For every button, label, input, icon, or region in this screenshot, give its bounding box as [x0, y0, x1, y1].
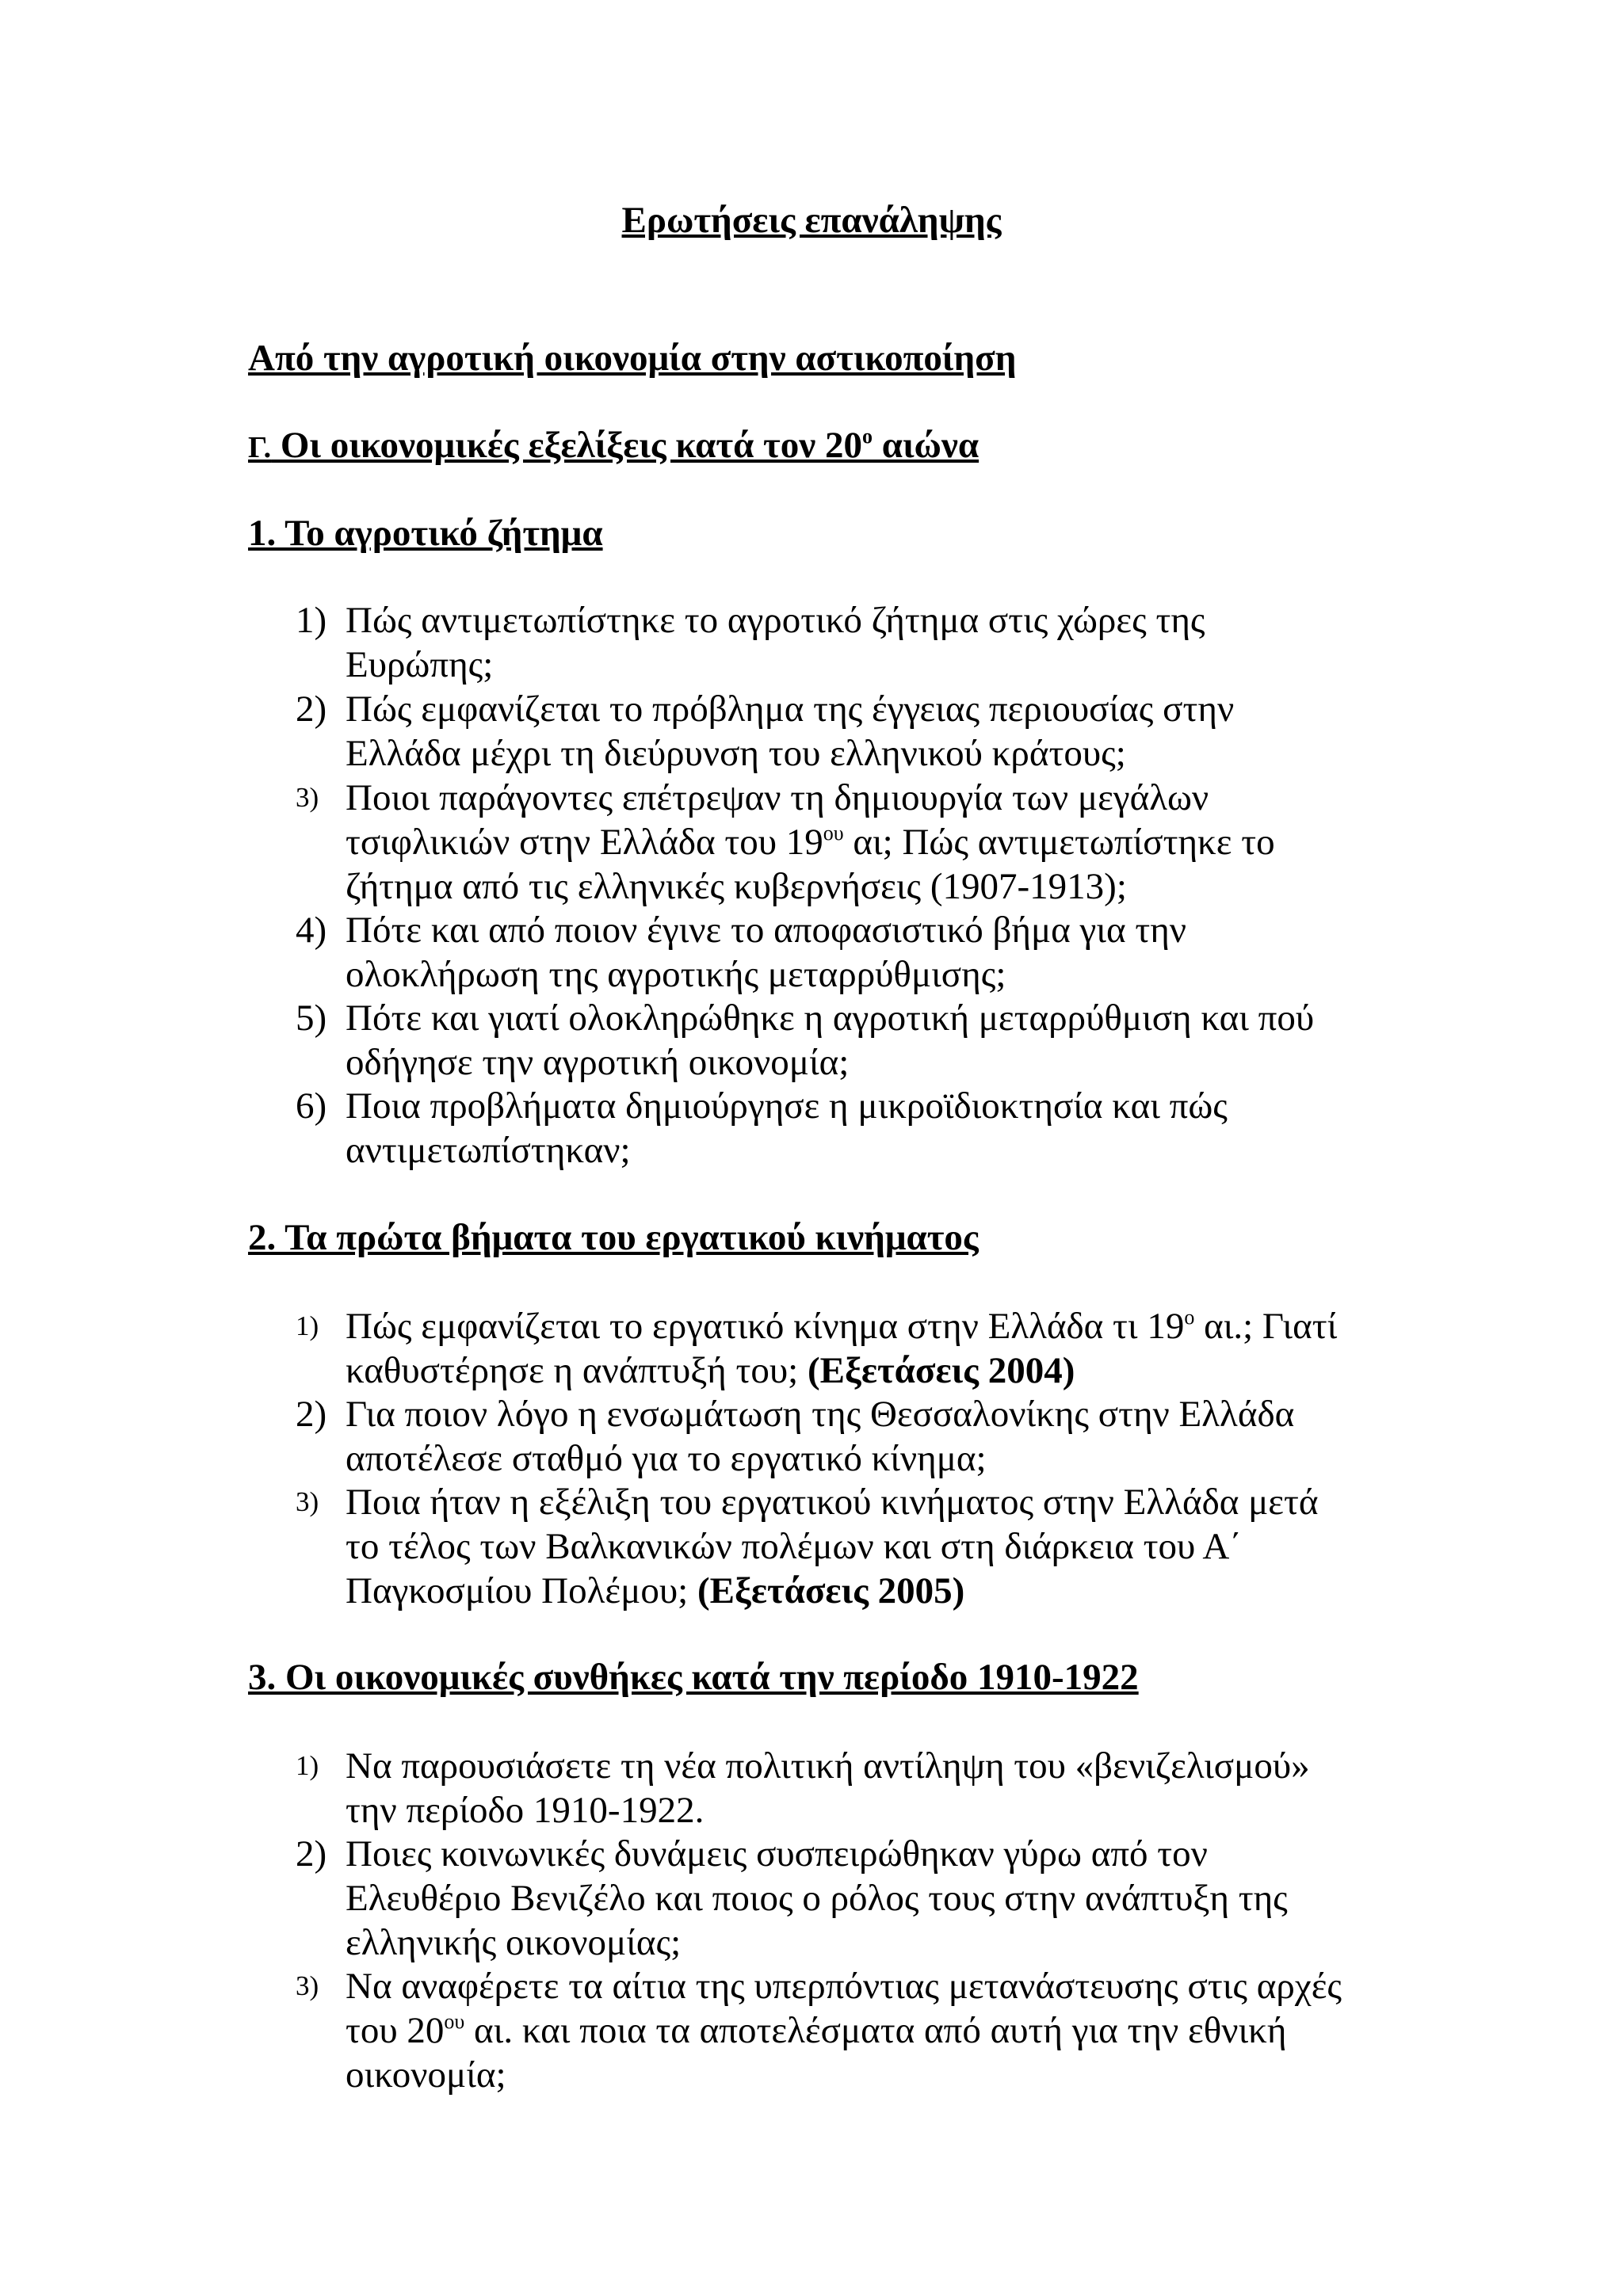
item-number: 3)	[296, 1486, 319, 1517]
chapter-title: Από την αγροτική οικονομία στην αστικοποίηση	[248, 338, 1017, 379]
section-title-prefix: Γ.	[248, 431, 272, 464]
section-title	[248, 423, 979, 470]
item-line: οδήγησε την αγροτική οικονομία;	[346, 1042, 850, 1083]
item-number: 2)	[296, 1394, 327, 1435]
item-line: Πώς εμφανίζεται το πρόβλημα της έγγειας περιουσίας στην	[346, 688, 1235, 730]
item-number: 5)	[296, 997, 327, 1039]
item-text	[346, 776, 1392, 909]
subsection-heading-1: 1. Το αγροτικό ζήτημα	[248, 513, 603, 554]
item-line: του $20^{o\upsilon}$ αι. και ποια τα αποτελέσματα από αυτή για την εθνική	[346, 2010, 1287, 2051]
item-text	[346, 687, 1392, 776]
item-text	[346, 1480, 1392, 1613]
item-line: Να παρουσιάσετε τη νέα πολιτική αντίληψη του «βενιζελισμού»	[346, 1745, 1310, 1787]
page-title: Ερωτήσεις επανάληψης	[621, 200, 1002, 241]
item-number: 1)	[296, 1310, 319, 1341]
item-line: Ποια ήταν η εξέλιξη του εργατικού κινήματος στην Ελλάδα μετά	[346, 1482, 1319, 1523]
item-line: Παγκοσμίου Πολέμου; (Εξετάσεις 2005)	[346, 1570, 965, 1611]
item-line: ελληνικής οικονομίας;	[346, 1922, 682, 1963]
item-number: 3)	[296, 1970, 319, 2001]
subsection-heading-2: 2. Τα πρώτα βήματα του εργατικού κινήματος	[248, 1217, 979, 1258]
item-line: αντιμετωπίστηκαν;	[346, 1130, 631, 1171]
item-text	[346, 1964, 1392, 2097]
item-line: αποτέλεσε σταθμό για το εργατικό κίνημα;	[346, 1438, 987, 1479]
item-line: οικονομία;	[346, 2054, 506, 2096]
item-line: Ποιοι παράγοντες επέτρεψαν τη δημιουργία των μεγάλων	[346, 777, 1209, 818]
subsection-heading-3: 3. Οι οικονομικές συνθήκες κατά την περίοδο 1910-1922	[248, 1657, 1139, 1698]
item-line: ζήτημα από τις ελληνικές κυβερνήσεις (1907-1913);	[346, 866, 1127, 907]
item-text	[346, 996, 1392, 1085]
item-text	[346, 1084, 1392, 1173]
item-line: Ελλάδα μέχρι τη διεύρυνση του ελληνικού κράτους;	[346, 733, 1126, 774]
section-title-text: Οι οικονομικές εξελίξεις κατά τον 20	[271, 425, 862, 466]
item-line: Πότε και από ποιον έγινε το αποφασιστικό βήμα για την	[346, 910, 1187, 951]
item-line: Ελευθέριο Βενιζέλο και ποιος ο ρόλος τους στην ανάπτυξη της	[346, 1878, 1288, 1919]
item-line: Για ποιον λόγο η ενσωμάτωση της Θεσσαλονίκης στην Ελλάδα	[346, 1394, 1295, 1435]
item-number: 2)	[296, 1833, 327, 1875]
item-line: Ευρώπης;	[346, 644, 494, 685]
item-line: την περίοδο 1910-1922.	[346, 1790, 705, 1831]
item-line: Να αναφέρετε τα αίτια της υπερπόντιας μετανάστευσης στις αρχές	[346, 1966, 1342, 2007]
item-line: τσιφλικιών στην Ελλάδα του $19^{o\upsilon}$ αι; Πώς αντιμετωπίστηκε το	[346, 822, 1275, 863]
item-line: ολοκλήρωση της αγροτικής μεταρρύθμισης;	[346, 954, 1006, 995]
item-number: 4)	[296, 910, 327, 951]
item-number: 3)	[296, 782, 319, 813]
item-text	[346, 1832, 1392, 1965]
item-text	[346, 1304, 1392, 1393]
item-number: 2)	[296, 688, 327, 730]
item-line: Ποια προβλήματα δημιούργησε η μικροϊδιοκτησία και πώς	[346, 1085, 1228, 1127]
item-line: Πώς εμφανίζεται το εργατικό κίνημα στην Ελλάδα τι $19^o$ αι.; Γιατί	[346, 1306, 1338, 1347]
section-title-sup: ο	[861, 425, 873, 448]
item-number: 6)	[296, 1085, 327, 1127]
item-line: Ποιες κοινωνικές δυνάμεις συσπειρώθηκαν γύρω από τον	[346, 1833, 1208, 1875]
item-line: Πότε και γιατί ολοκληρώθηκε η αγροτική μεταρρύθμιση και πού	[346, 997, 1315, 1039]
item-text	[346, 908, 1392, 997]
item-line: καθυστέρησε η ανάπτυξή του; (Εξετάσεις 2004)	[346, 1350, 1075, 1391]
item-text	[346, 1744, 1392, 1833]
item-line: το τέλος των Βαλκανικών πολέμων και στη διάρκεια του Α΄	[346, 1526, 1243, 1567]
item-number: 1)	[296, 600, 327, 641]
item-text	[346, 1392, 1392, 1481]
item-number: 1)	[296, 1750, 319, 1781]
section-title-end: αιώνα	[872, 425, 980, 466]
item-line: Πώς αντιμετωπίστηκε το αγροτικό ζήτημα στις χώρες της	[346, 600, 1205, 641]
item-text	[346, 598, 1392, 687]
